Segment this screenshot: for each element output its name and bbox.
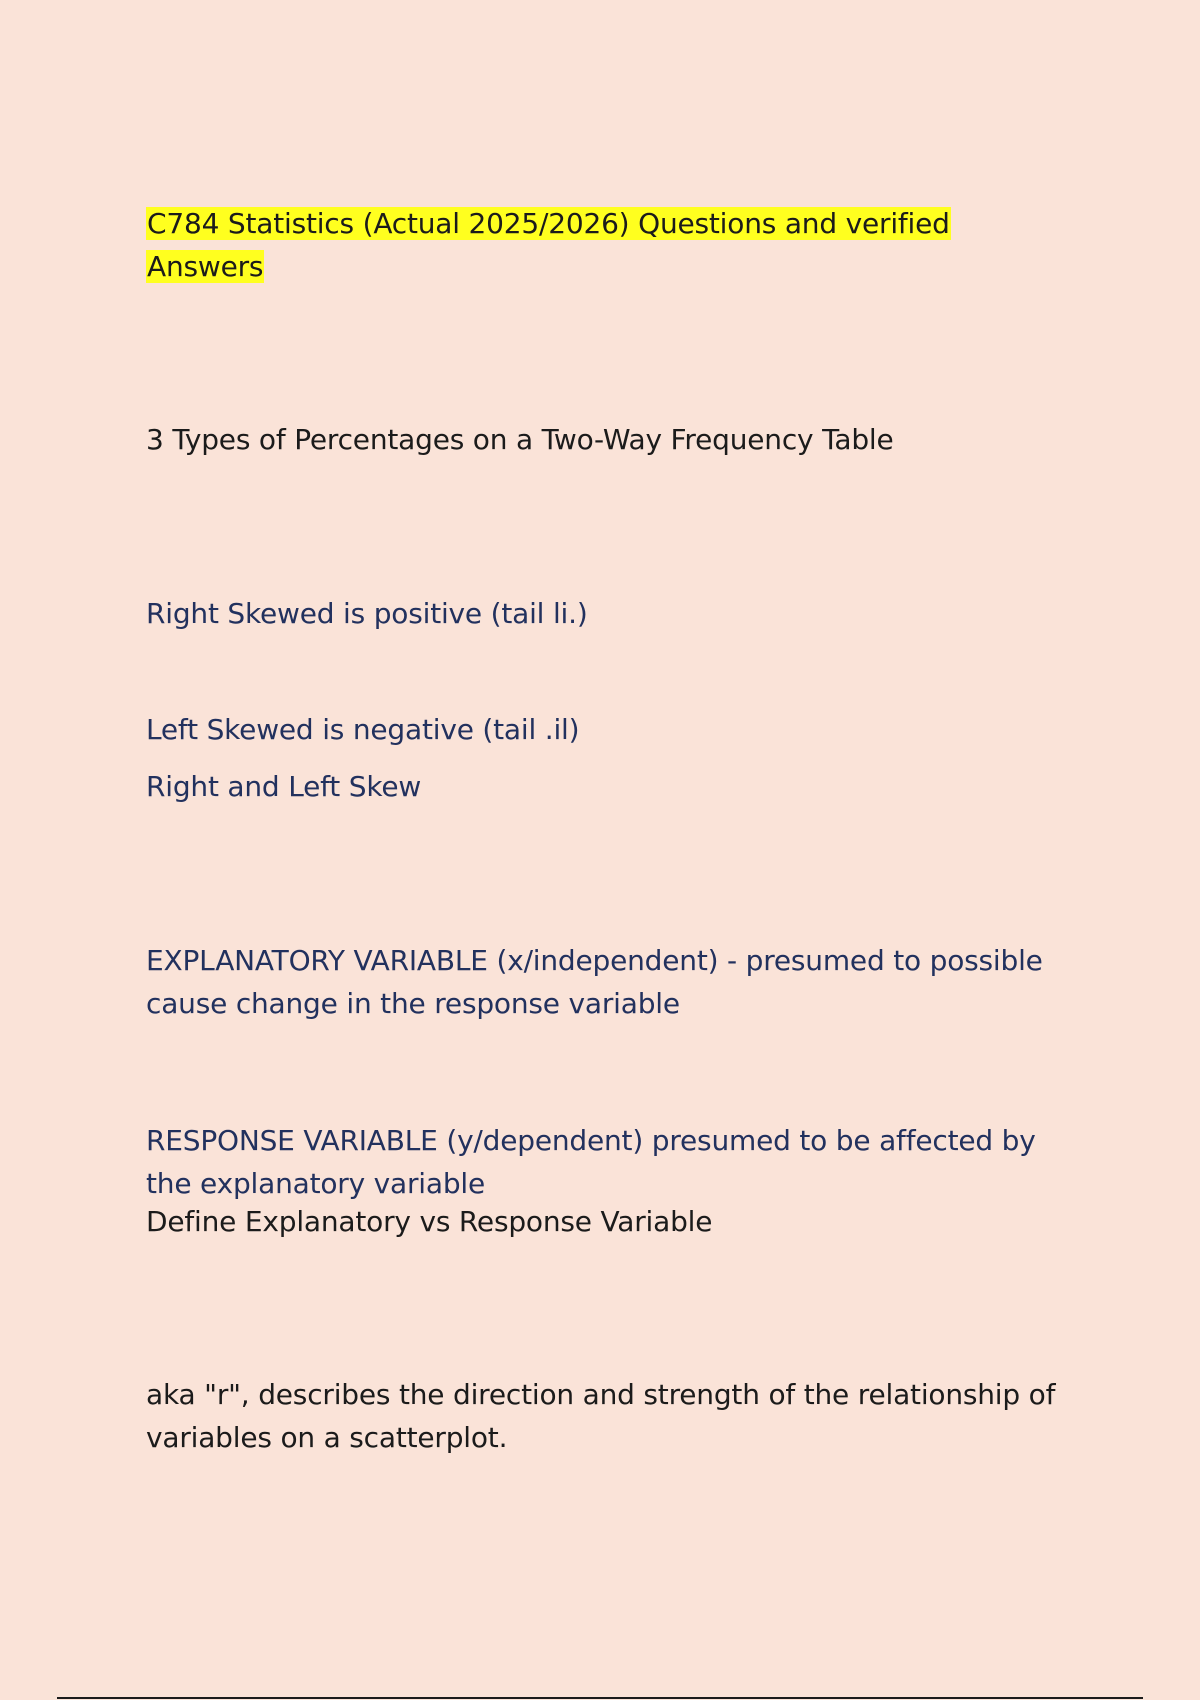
answer-right-skew: Right Skewed is positive (tail li.) xyxy=(146,597,588,630)
answer-explanatory-variable: EXPLANATORY VARIABLE (x/independent) - presumed to possible cause change in the response variable xyxy=(146,944,1043,1020)
answer-response-variable: RESPONSE VARIABLE (y/dependent) presumed to be affected by the explanatory variable xyxy=(146,1124,1036,1200)
document-title xyxy=(146,202,1076,288)
title-line-1: C784 Statistics (Actual 2025/2026) Questions and verified xyxy=(147,207,950,240)
question-explanatory-response: Define Explanatory vs Response Variable xyxy=(146,1205,713,1238)
answer-left-skew: Left Skewed is negative (tail .il) xyxy=(146,713,580,746)
question-percentages: 3 Types of Percentages on a Two-Way Frequency Table xyxy=(146,423,894,456)
bottom-divider xyxy=(57,1697,1143,1699)
question-correlation: aka "r", describes the direction and strength of the relationship of variables on a scatterplot. xyxy=(146,1378,1056,1454)
question-skew: Right and Left Skew xyxy=(146,770,422,803)
title-line-2: Answers xyxy=(147,250,264,283)
